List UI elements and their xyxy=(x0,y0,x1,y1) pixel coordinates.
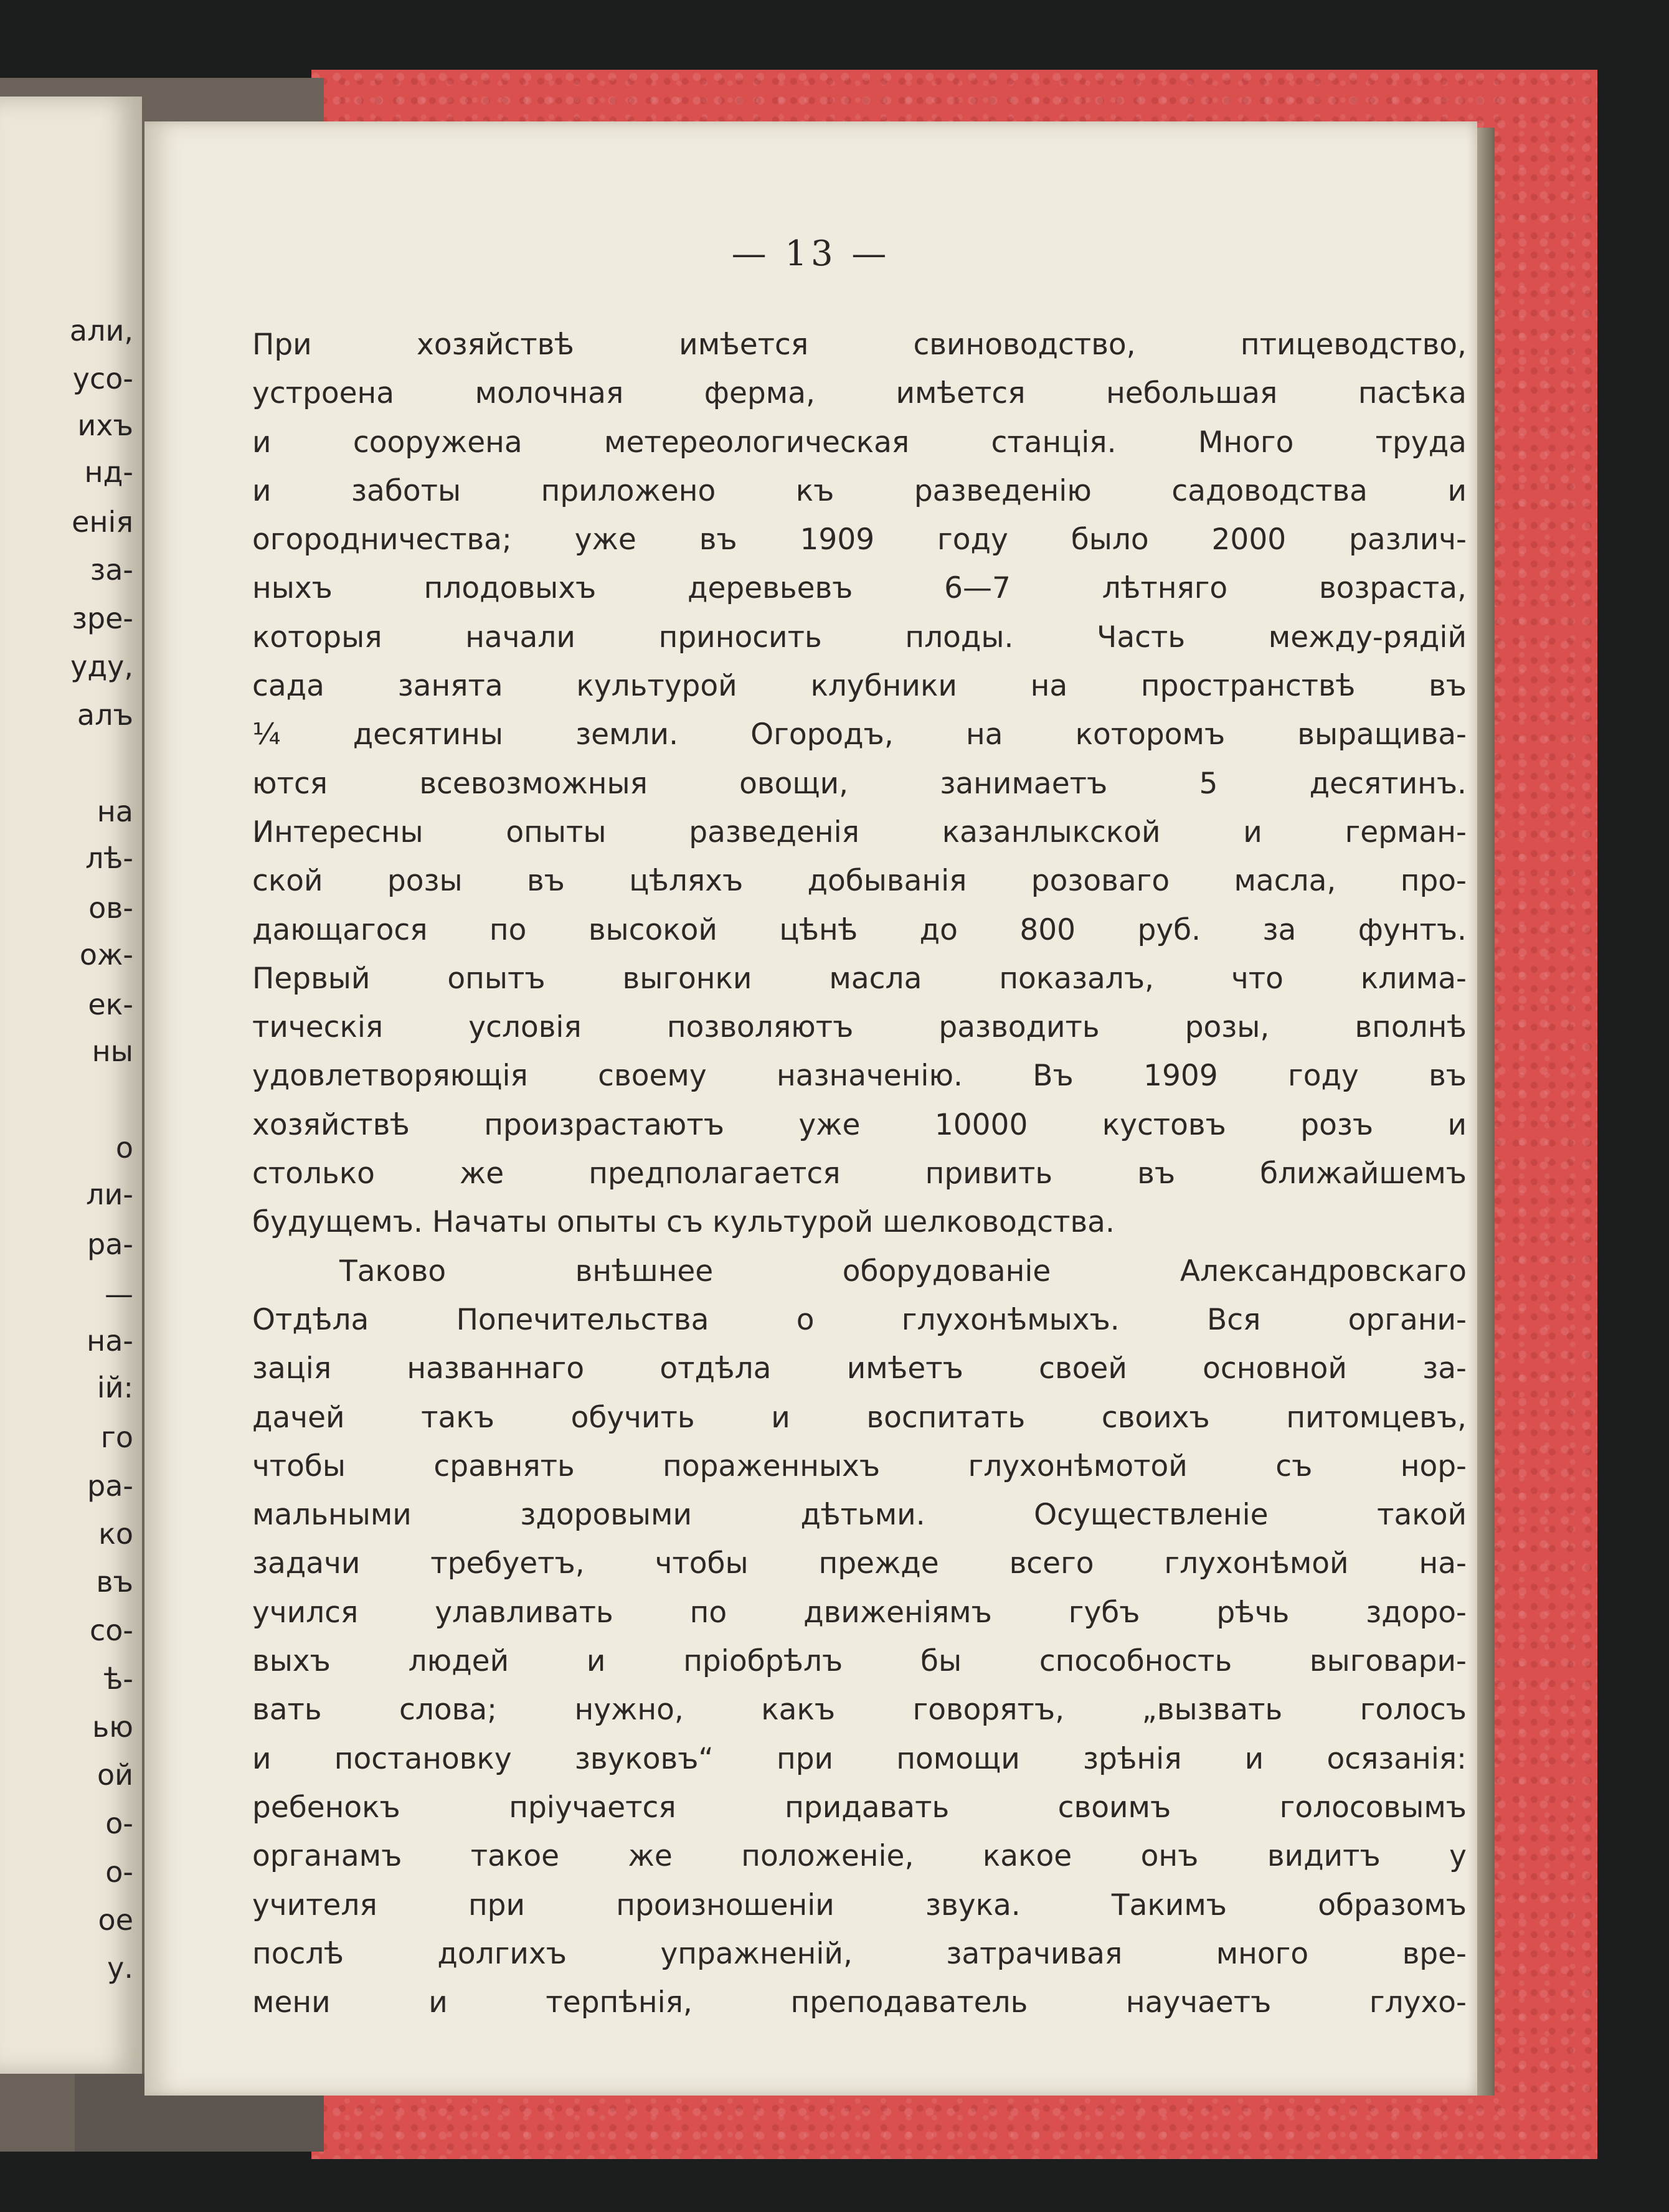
text-line: учителя при произношеніи звука. Такимъ образомъ xyxy=(252,1888,1467,1922)
left-page-fragment: ью xyxy=(92,1710,133,1744)
text-line: зація названнаго отдѣла имѣетъ своей основной за- xyxy=(252,1351,1467,1386)
left-page-fragment: го xyxy=(100,1420,133,1454)
text-line: которыя начали приносить плоды. Часть между-рядій xyxy=(252,620,1467,655)
left-page-fragment: али, xyxy=(69,314,133,347)
left-page-fragment: ѣ- xyxy=(103,1662,133,1696)
text-line: ныхъ плодовыхъ деревьевъ 6—7 лѣтняго возраста, xyxy=(252,571,1467,606)
left-page-fragment: усо- xyxy=(72,362,133,395)
left-page-fragment: ое xyxy=(98,1903,133,1937)
text-line: и постановку звуковъ“ при помощи зрѣнія и осязанія: xyxy=(252,1741,1467,1776)
text-line: ются всевозможныя овощи, занимаетъ 5 десятинъ. xyxy=(252,766,1467,801)
left-page-fragment: ой xyxy=(97,1758,133,1792)
page-number: — 13 — xyxy=(731,234,891,274)
text-line: ребенокъ пріучается придавать своимъ голосовымъ xyxy=(252,1790,1467,1825)
left-page-fragment: ов- xyxy=(88,891,133,925)
left-page-fragment: уду, xyxy=(70,650,133,683)
text-line: будущемъ. Начаты опыты съ культурой шелководства. xyxy=(252,1205,1115,1240)
left-page-fragment: въ xyxy=(96,1565,133,1599)
left-page-fragment: за- xyxy=(90,553,133,587)
left-page-fragment: у. xyxy=(107,1951,133,1985)
text-line: удовлетворяющія своему назначенію. Въ 1909 году въ xyxy=(252,1059,1467,1094)
left-page-fragment: алъ xyxy=(77,698,133,732)
text-line: вать слова; нужно, какъ говорятъ, „вызвать голосъ xyxy=(252,1693,1467,1728)
left-page xyxy=(0,97,142,2074)
text-line: устроена молочная ферма, имѣется небольшая пасѣка xyxy=(252,376,1467,411)
text-line: тическія условія позволяютъ разводить розы, вполнѣ xyxy=(252,1010,1467,1045)
text-line: дающагося по высокой цѣнѣ до 800 руб. за фунтъ. xyxy=(252,912,1467,947)
left-page-fragment: ож- xyxy=(79,938,133,971)
left-page-fragment: ій: xyxy=(97,1371,133,1404)
left-page-fragment: ко xyxy=(98,1517,133,1551)
text-line: и заботы приложено къ разведенію садоводства и xyxy=(252,473,1467,508)
text-line: дачей такъ обучить и воспитать своихъ питомцевъ, xyxy=(252,1400,1467,1435)
left-page-fragment: нд- xyxy=(84,455,133,489)
left-page-fragment: лѣ- xyxy=(85,841,133,875)
text-line: выхъ людей и пріобрѣлъ бы способность выговари- xyxy=(252,1644,1467,1679)
text-line: задачи требуетъ, чтобы прежде всего глухонѣмой на- xyxy=(252,1546,1467,1581)
text-line: ¼ десятины земли. Огородъ, на которомъ выращива- xyxy=(252,717,1467,752)
left-page-fragment: ны xyxy=(92,1034,133,1068)
text-line: огородничества; уже въ 1909 году было 2000 различ- xyxy=(252,522,1467,557)
text-line: Интересны опыты разведенія казанлыкской и герман- xyxy=(252,815,1467,849)
left-page-fragment: ихъ xyxy=(77,409,133,442)
text-line: мени и терпѣнія, преподаватель научаетъ глухо- xyxy=(252,1985,1467,2020)
left-page-fragment: о- xyxy=(105,1855,133,1889)
text-line: учился улавливать по движеніямъ губъ рѣчь здоро- xyxy=(252,1595,1467,1630)
left-page-fragment: о xyxy=(115,1131,133,1165)
left-page-fragment: зре- xyxy=(72,602,133,635)
text-line: Таково внѣшнее оборудованіе Александровскаго xyxy=(339,1254,1467,1288)
left-page-fragment: — xyxy=(105,1277,133,1311)
text-line: При хозяйствѣ имѣется свиноводство, птицеводство, xyxy=(252,328,1467,362)
page-body-text xyxy=(252,321,1467,2027)
text-line: сада занята культурой клубники на пространствѣ въ xyxy=(252,669,1467,704)
left-page-fragment: ек- xyxy=(88,988,133,1021)
text-line: столько же предполагается привить въ ближайшемъ xyxy=(252,1156,1467,1191)
text-line: Отдѣла Попечительства о глухонѣмыхъ. Вся органи- xyxy=(252,1302,1467,1337)
left-page-fragment: на- xyxy=(87,1324,133,1358)
left-page-fragment: ли- xyxy=(86,1178,133,1211)
left-page-fragment: ра- xyxy=(87,1469,133,1503)
text-line: хозяйствѣ произрастаютъ уже 10000 кустовъ розъ и xyxy=(252,1107,1467,1142)
text-line: ской розы въ цѣляхъ добыванія розоваго масла, про- xyxy=(252,864,1467,899)
left-page-fragment: со- xyxy=(89,1614,133,1647)
text-line: послѣ долгихъ упражненій, затрачивая много вре- xyxy=(252,1936,1467,1971)
text-line: и сооружена метереологическая станція. Много труда xyxy=(252,425,1467,460)
book-page xyxy=(144,121,1477,2096)
text-line: Первый опытъ выгонки масла показалъ, что клима- xyxy=(252,961,1467,996)
left-page-fragment: о- xyxy=(105,1807,133,1840)
text-line: мальными здоровыми дѣтьми. Осуществленіе такой xyxy=(252,1498,1467,1533)
left-page-fragment: на xyxy=(97,795,133,828)
text-line: чтобы сравнять пораженныхъ глухонѣмотой съ нор- xyxy=(252,1449,1467,1483)
left-page-fragment: енія xyxy=(72,505,133,539)
left-page-fragment: ра- xyxy=(87,1227,133,1261)
text-line: органамъ такое же положеніе, какое онъ видитъ у xyxy=(252,1839,1467,1874)
